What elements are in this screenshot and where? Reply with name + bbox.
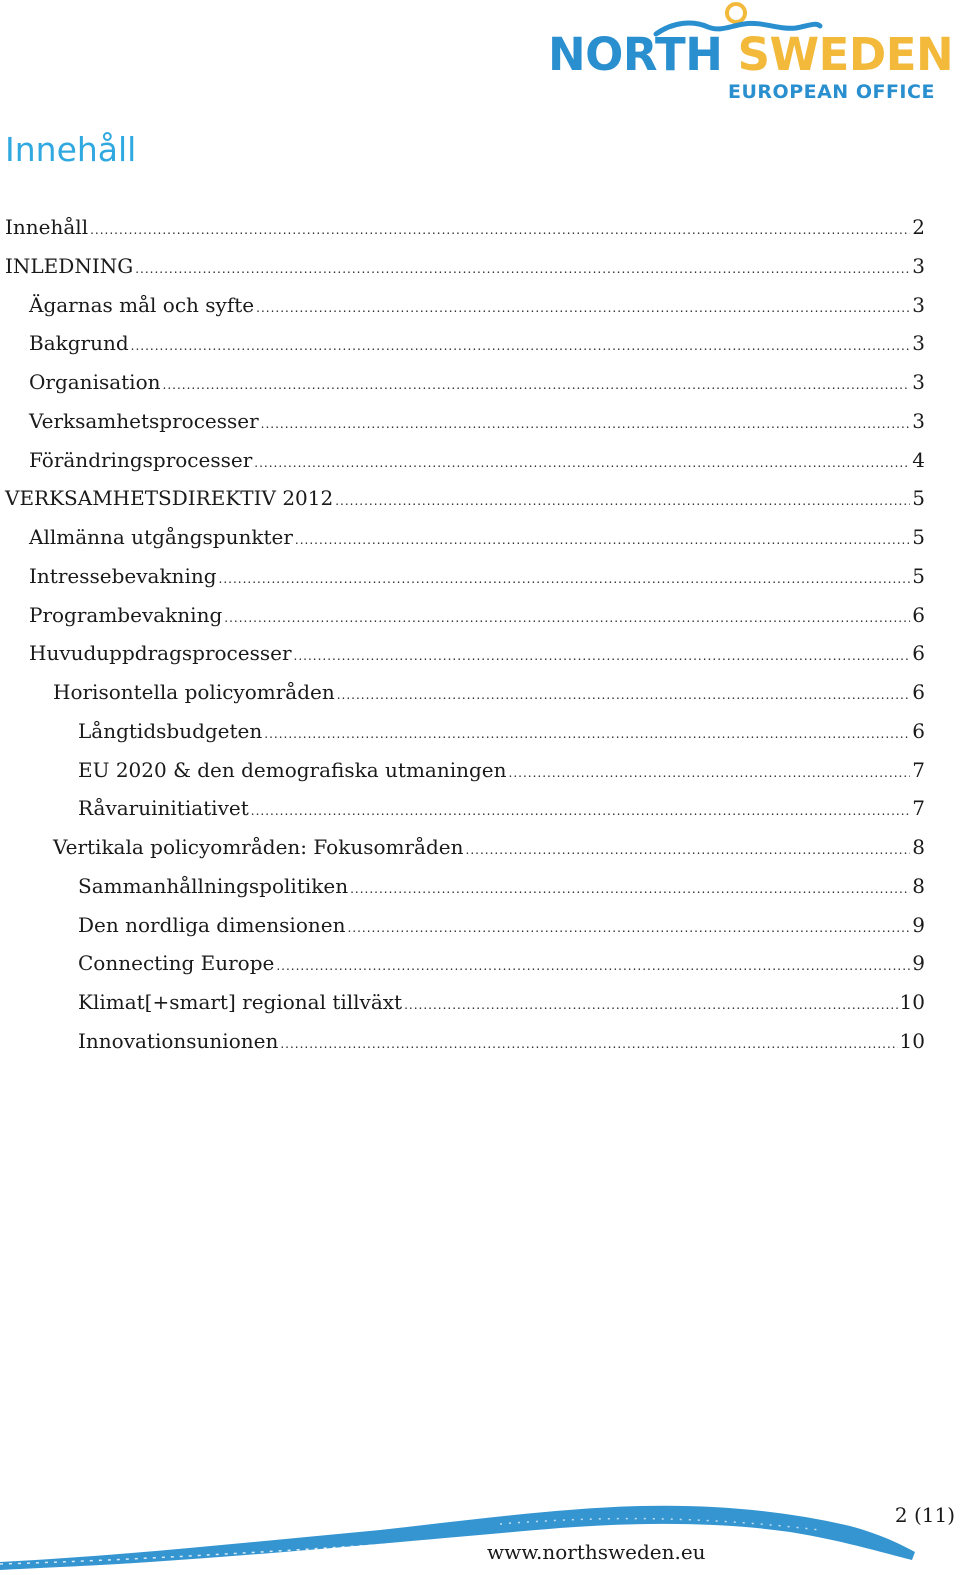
toc-entry-page-number: 4	[912, 447, 925, 472]
toc-entry-title: Förändringsprocesser	[29, 447, 253, 472]
toc-entry[interactable]	[0, 751, 925, 790]
toc-dot-leader	[254, 444, 910, 483]
toc-entry[interactable]	[0, 441, 925, 480]
toc-dot-leader	[256, 289, 910, 328]
toc-dot-leader	[466, 831, 911, 870]
toc-dot-leader	[276, 947, 910, 986]
toc-entry[interactable]	[0, 944, 925, 983]
toc-entry[interactable]	[0, 324, 925, 363]
toc-entry-page-number: 6	[912, 718, 925, 743]
toc-heading: Innehåll	[5, 130, 137, 169]
toc-entry[interactable]	[0, 712, 925, 751]
header-logo	[548, 0, 954, 110]
toc-dot-leader	[163, 366, 911, 405]
toc-entry-title: Klimat[+smart] regional tillväxt	[78, 990, 403, 1014]
toc-entry-title: Allmänna utgångspunkter	[29, 525, 293, 549]
toc-entry[interactable]	[0, 247, 925, 286]
footer-wave-graphic	[0, 1490, 960, 1575]
toc-entry-title: Organisation	[29, 370, 161, 394]
logo-word-north: NORTH	[548, 28, 723, 81]
toc-entry[interactable]	[0, 518, 925, 557]
toc-entry-page-number: 3	[912, 370, 925, 394]
toc-entry[interactable]	[0, 789, 925, 828]
toc-entry-page-number: 2	[912, 215, 925, 239]
toc-entry-title: Verksamhetsprocesser	[29, 408, 259, 433]
toc-entry-title: Programbevakning	[29, 602, 223, 627]
toc-dot-leader	[224, 599, 910, 638]
logo-subtitle: EUROPEAN OFFICE	[728, 81, 935, 103]
toc-dot-leader	[251, 792, 911, 831]
toc-entry-title: Råvaruinitiativet	[78, 796, 249, 821]
toc-entry[interactable]	[0, 673, 925, 712]
toc-entry-title: Bakgrund	[29, 331, 129, 356]
toc-entry[interactable]	[0, 596, 925, 635]
toc-entry[interactable]	[0, 286, 925, 325]
toc-entry[interactable]	[0, 479, 925, 518]
toc-entry-page-number: 5	[912, 525, 925, 549]
logo-wordmark	[548, 28, 954, 81]
toc-dot-leader	[337, 676, 911, 715]
page-number: 2 (11)	[894, 1503, 955, 1527]
toc-entry[interactable]	[0, 906, 925, 945]
toc-dot-leader	[280, 1025, 897, 1064]
toc-entry-page-number: 5	[912, 563, 925, 588]
toc-entry[interactable]	[0, 402, 925, 441]
toc-entry-title: EU 2020 & den demografiska utmaningen	[78, 757, 507, 782]
toc-entry-title: Sammanhållningspolitiken	[78, 873, 349, 898]
toc-entry[interactable]	[0, 363, 925, 402]
toc-entry-page-number: 9	[912, 912, 925, 937]
toc-entry-page-number: 6	[912, 602, 925, 627]
toc-entry-page-number: 6	[912, 641, 925, 666]
toc-dot-leader	[335, 482, 910, 521]
toc-entry[interactable]	[0, 867, 925, 906]
footer-website-link[interactable]: www.northsweden.eu	[487, 1540, 706, 1564]
toc-entry-title: Innehåll	[5, 215, 89, 239]
toc-dot-leader	[295, 521, 910, 560]
toc-entry-page-number: 10	[899, 990, 925, 1014]
toc-entry[interactable]	[0, 828, 925, 867]
toc-dot-leader	[135, 250, 910, 289]
toc-entry-title: Horisontella policyområden	[53, 680, 335, 704]
toc-entry-title: INLEDNING	[5, 253, 134, 278]
toc-dot-leader	[90, 211, 910, 250]
toc-dot-leader	[404, 986, 897, 1025]
toc-entry-title: Vertikala policyområden: Fokusområden	[53, 835, 464, 859]
toc-entry[interactable]	[0, 208, 925, 247]
toc-entry-title: Ägarnas mål och syfte	[29, 292, 255, 317]
toc-entry[interactable]	[0, 1022, 925, 1061]
toc-entry-page-number: 3	[912, 408, 925, 433]
toc-entry[interactable]	[0, 983, 925, 1022]
toc-entry-title: Långtidsbudgeten	[78, 718, 263, 743]
toc-entry-title: Huvuduppdragsprocesser	[29, 641, 292, 666]
toc-entry-page-number: 5	[912, 486, 925, 511]
toc-entry-title: VERKSAMHETSDIREKTIV 2012	[5, 486, 334, 511]
toc-dot-leader	[261, 405, 911, 444]
toc-entry-title: Den nordliga dimensionen	[78, 912, 346, 937]
toc-dot-leader	[509, 754, 911, 793]
table-of-contents	[0, 208, 925, 1061]
toc-entry[interactable]	[0, 557, 925, 596]
toc-entry-page-number: 3	[912, 331, 925, 356]
toc-entry-title: Connecting Europe	[78, 951, 275, 976]
toc-entry-page-number: 7	[912, 757, 925, 782]
logo-word-sweden: SWEDEN	[737, 28, 954, 81]
toc-entry-title: Innovationsunionen	[78, 1028, 279, 1053]
toc-entry-page-number: 7	[912, 796, 925, 821]
toc-dot-leader	[294, 637, 911, 676]
toc-entry-page-number: 9	[912, 951, 925, 976]
toc-entry-page-number: 8	[912, 873, 925, 898]
toc-entry[interactable]	[0, 634, 925, 673]
toc-entry-page-number: 8	[912, 835, 925, 859]
toc-dot-leader	[131, 327, 911, 366]
toc-dot-leader	[350, 870, 910, 909]
toc-dot-leader	[264, 715, 910, 754]
toc-dot-leader	[219, 560, 911, 599]
toc-entry-page-number: 10	[899, 1028, 925, 1053]
toc-entry-page-number: 3	[912, 253, 925, 278]
toc-entry-title: Intressebevakning	[29, 563, 217, 588]
toc-dot-leader	[347, 909, 910, 948]
toc-entry-page-number: 6	[912, 680, 925, 704]
toc-entry-page-number: 3	[912, 292, 925, 317]
